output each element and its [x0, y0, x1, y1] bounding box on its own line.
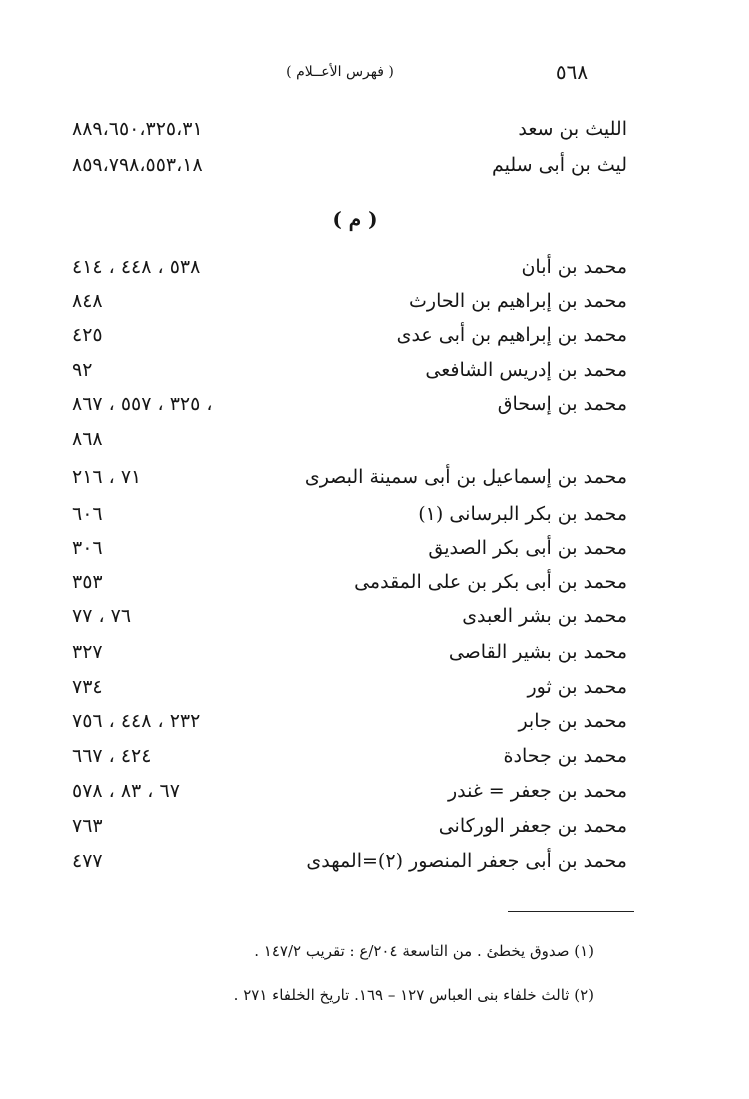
- index-entry: [0, 780, 749, 814]
- entry-name: محمد بن أبان: [521, 256, 627, 278]
- index-entry: [0, 503, 749, 537]
- entry-name: محمد بن إدريس الشافعى: [425, 359, 627, 381]
- index-entry: [0, 393, 749, 427]
- entry-pages: ٦٠٦: [72, 503, 103, 525]
- entry-pages: ٥٣٨ ، ٤٤٨ ، ٤١٤: [72, 256, 201, 278]
- entry-name: ليث بن أبى سليم: [491, 154, 627, 176]
- page-number: ٥٦٨: [555, 60, 589, 84]
- entry-name: محمد بن بشر العبدى: [462, 605, 627, 627]
- entry-pages: ٩٢: [72, 359, 93, 381]
- index-entry: [0, 537, 749, 571]
- index-entry: [0, 745, 749, 779]
- entry-name: محمد بن جحادة: [503, 745, 627, 767]
- index-entry: [0, 676, 749, 710]
- entry-name: محمد بن بشير القاصى: [448, 641, 627, 663]
- entry-name: محمد بن إسماعيل بن أبى سمينة البصرى: [304, 466, 627, 488]
- entry-name: محمد بن جعفر = غندر: [447, 780, 627, 802]
- index-entry: [0, 290, 749, 324]
- entry-pages: ٤٢٤ ، ٦٦٧: [72, 745, 152, 767]
- index-entry: [0, 118, 749, 152]
- section-heading: ( م ): [332, 207, 378, 231]
- entry-name: محمد بن أبى بكر بن على المقدمى: [354, 571, 627, 593]
- entry-pages: ٤٧٧: [72, 850, 103, 872]
- entry-pages: ٨٥٩،٧٩٨،٥٥٣،١٨: [72, 154, 203, 176]
- entry-name: محمد بن بكر البرسانى (١): [418, 503, 627, 525]
- entry-pages: ٦٧ ، ٨٣ ، ٥٧٨: [72, 780, 180, 802]
- entry-pages: ٨٤٨: [72, 290, 103, 312]
- entry-pages: ٣٠٦: [72, 537, 103, 559]
- entry-pages: ٧١ ، ٢١٦: [72, 466, 142, 488]
- entry-name: محمد بن جابر: [518, 710, 627, 732]
- footnote: (١) صدوق يخطئ . من التاسعة ٢٠٤/ع : تقريب ١٤٧/٢ .: [254, 942, 594, 960]
- index-entry: [0, 571, 749, 605]
- index-entry: [0, 605, 749, 639]
- entry-name: محمد بن إسحاق: [497, 393, 627, 415]
- entry-name: محمد بن أبى جعفر المنصور (٢)=المهدى: [306, 850, 627, 872]
- entry-name: الليث بن سعد: [518, 118, 627, 140]
- entry-name: محمد بن جعفر الوركانى: [438, 815, 627, 837]
- entry-pages: ٣٥٣: [72, 571, 103, 593]
- entry-pages: ٤٢٥: [72, 324, 103, 346]
- index-entry: [0, 815, 749, 849]
- index-entry: [0, 850, 749, 884]
- index-entry: [0, 641, 749, 675]
- entry-name: محمد بن أبى بكر الصديق: [428, 537, 627, 559]
- index-entry: [0, 324, 749, 358]
- index-entry: [0, 154, 749, 188]
- index-entry: [0, 710, 749, 744]
- entry-pages: ٧٦٣: [72, 815, 103, 837]
- entry-pages: ٧٦ ، ٧٧: [72, 605, 132, 627]
- entry-pages: ٢٣٢ ، ٤٤٨ ، ٧٥٦: [72, 710, 201, 732]
- entry-pages: ٣٢٥ ، ٥٥٧ ، ٨٦٧ ،: [72, 393, 213, 415]
- entry-name: محمد بن إبراهيم بن أبى عدى: [396, 324, 627, 346]
- index-entry: [0, 256, 749, 290]
- entry-pages: ٣٢٧: [72, 641, 103, 663]
- running-title: ( فهرس الأعــلام ): [286, 64, 394, 80]
- entry-pages: ٧٣٤: [72, 676, 103, 698]
- index-entry: [0, 359, 749, 393]
- entry-pages: ٨٨٩،٦٥٠،٣٢٥،٣١: [72, 118, 203, 140]
- entry-pages: ٨٦٨: [72, 428, 103, 450]
- index-entry-continuation: [0, 428, 749, 462]
- index-entry: [0, 466, 749, 500]
- entry-name: محمد بن ثور: [527, 676, 627, 698]
- footnote: (٢) ثالث خلفاء بنى العباس ١٢٧ – ١٦٩. تاريخ الخلفاء ٢٧١ .: [233, 986, 594, 1004]
- entry-name: محمد بن إبراهيم بن الحارث: [409, 290, 627, 312]
- footnote-divider: [508, 911, 634, 912]
